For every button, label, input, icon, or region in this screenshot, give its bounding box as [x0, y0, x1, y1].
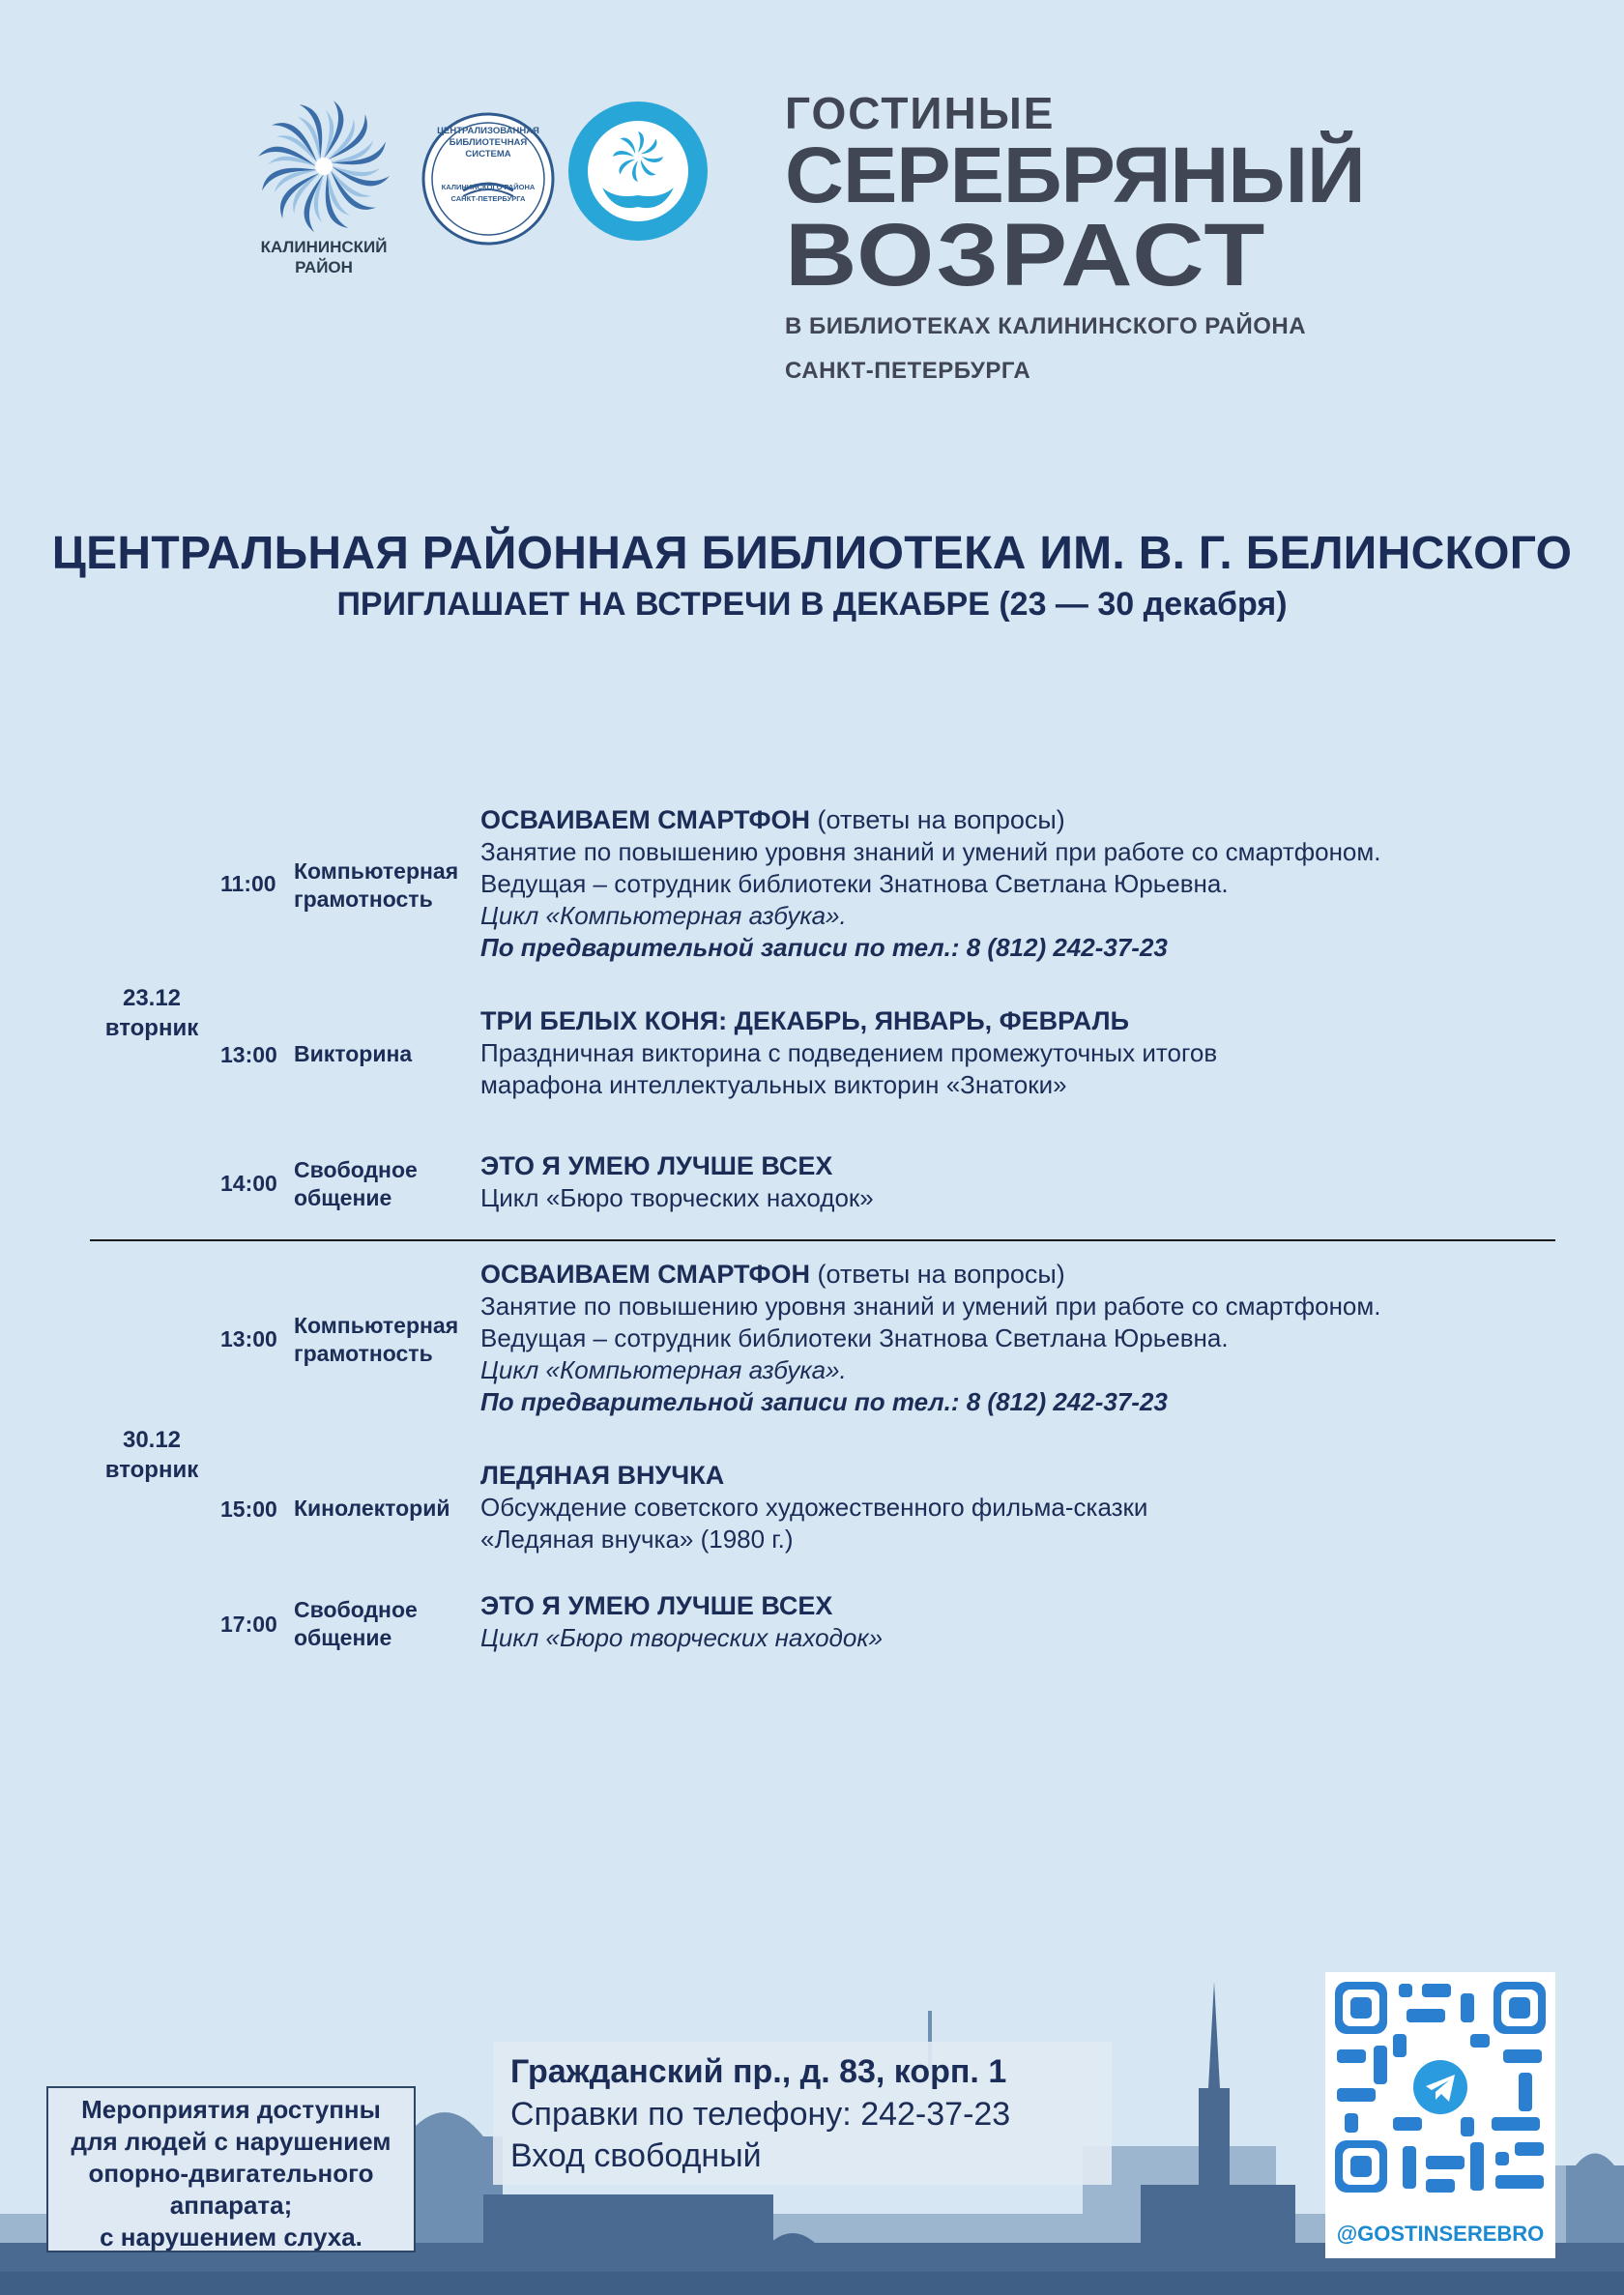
- event-category: [294, 1596, 487, 1652]
- address-block: [493, 2042, 1112, 2185]
- telegram-qr-code[interactable]: [1325, 1972, 1555, 2258]
- event-title-note: (ответы на вопросы): [817, 1260, 1065, 1289]
- event-category-line: общение: [294, 1185, 392, 1210]
- page-title: ЦЕНТРАЛЬНАЯ РАЙОННАЯ БИБЛИОТЕКА ИМ. В. Г. БЕЛИНСКОГО: [51, 528, 1573, 579]
- event-category-line: Компьютерная: [294, 1313, 459, 1338]
- event-title-text: ОСВАИВАЕМ СМАРТФОН: [480, 1260, 811, 1289]
- event-category-line: Компьютерная: [294, 858, 459, 884]
- event-category-line: грамотность: [294, 886, 433, 912]
- date-value: 30.12: [122, 1427, 182, 1453]
- event-details: [480, 1005, 1544, 1101]
- day-date: [89, 983, 215, 1043]
- event-line: Праздничная викторина с подведением промежуточных итогов: [480, 1038, 1218, 1067]
- event-category: [294, 1040, 487, 1068]
- event-title: ТРИ БЕЛЫХ КОНЯ: ДЕКАБРЬ, ЯНВАРЬ, ФЕВРАЛЬ: [480, 1006, 1129, 1035]
- event-category: [294, 857, 487, 914]
- district-logo-line2: РАЙОН: [295, 258, 353, 276]
- event-category-line: грамотность: [294, 1341, 433, 1366]
- event-line: Ведущая – сотрудник библиотеки Знатнова Светлана Юрьевна.: [480, 1323, 1229, 1352]
- page-subtitle: ПРИГЛАШАЕТ НА ВСТРЕЧИ В ДЕКАБРЕ (23 — 30 декабря): [336, 586, 1288, 623]
- event-cycle: Цикл «Бюро творческих находок»: [480, 1623, 884, 1652]
- event-title-text: ОСВАИВАЕМ СМАРТФОН: [480, 805, 811, 834]
- event-category-line: Свободное: [294, 1597, 418, 1622]
- event-category-line: Кинолекторий: [294, 1496, 450, 1521]
- event-line: марафона интеллектуальных викторин «Знатоки»: [480, 1070, 1067, 1099]
- day-date: [89, 1425, 215, 1485]
- address-phone: Справки по телефону: 242-37-23: [510, 2096, 1011, 2133]
- event-time: 15:00: [220, 1496, 277, 1522]
- hands-flower-icon: [566, 99, 710, 244]
- cbs-line1: ЦЕНТРАЛИЗОВАННАЯ: [437, 126, 539, 136]
- event-line: Занятие по повышению уровня знаний и умений при работе со смартфоном.: [480, 1292, 1381, 1321]
- weekday: вторник: [104, 1015, 199, 1041]
- event-title: ЭТО Я УМЕЮ ЛУЧШЕ ВСЕХ: [480, 1591, 833, 1620]
- event-details: [480, 1150, 1544, 1214]
- cbs-line3: СИСТЕМА: [465, 149, 511, 160]
- event-time: 11:00: [220, 871, 276, 896]
- event-title: [480, 804, 1544, 836]
- event-registration: По предварительной записи по тел.: 8 (812) 242-37-23: [480, 1387, 1168, 1416]
- cbs-line2: БИБЛИОТЕЧНАЯ: [449, 137, 528, 148]
- pinwheel-emblem-icon: [246, 97, 401, 237]
- accessibility-line: Мероприятия доступны: [81, 2095, 381, 2124]
- event-line: Обсуждение советского художественного фильма-сказки: [480, 1493, 1148, 1522]
- event-category-line: общение: [294, 1625, 392, 1650]
- event-details: [480, 1460, 1544, 1555]
- event-cycle: Цикл «Компьютерная азбука».: [480, 1355, 847, 1384]
- event-time: 14:00: [220, 1171, 277, 1196]
- accessibility-line: для людей с нарушением: [71, 2127, 392, 2156]
- cbs-line5: САНКТ-ПЕТЕРБУРГА: [450, 194, 526, 203]
- event-details: [480, 804, 1544, 964]
- event-title: ЛЕДЯНАЯ ВНУЧКА: [480, 1461, 725, 1490]
- accessibility-line: опорно-двигательного: [88, 2159, 374, 2188]
- weekday: вторник: [104, 1457, 199, 1483]
- address-entry: Вход свободный: [510, 2137, 762, 2174]
- event-line: Цикл «Бюро творческих находок»: [480, 1183, 874, 1212]
- cbs-line4: КАЛИНИНСКОГО РАЙОНА: [441, 183, 536, 191]
- event-time: 17:00: [220, 1612, 277, 1637]
- event-line: Занятие по повышению уровня знаний и умений при работе со смартфоном.: [480, 837, 1381, 866]
- brand-line-city: САНКТ-ПЕТЕРБУРГА: [785, 358, 1031, 384]
- event-category-line: Свободное: [294, 1157, 418, 1182]
- day-divider: [90, 1239, 1555, 1241]
- address-street: Гражданский пр., д. 83, корп. 1: [510, 2053, 1007, 2090]
- district-logo-line1: КАЛИНИНСКИЙ: [260, 238, 388, 256]
- event-title: ЭТО Я УМЕЮ ЛУЧШЕ ВСЕХ: [480, 1151, 833, 1180]
- brand-line-serebryany: СЕРЕБРЯНЫЙ: [785, 131, 1365, 219]
- accessibility-line: с нарушением слуха.: [100, 2222, 362, 2251]
- accessibility-notice: [46, 2086, 416, 2252]
- library-system-logo: [420, 111, 556, 247]
- event-category-line: Викторина: [294, 1041, 413, 1066]
- event-category: [294, 1312, 487, 1368]
- event-title: [480, 1259, 1544, 1291]
- telegram-handle[interactable]: @GOSTINSEREBRO: [1336, 2222, 1545, 2246]
- event-category: [294, 1495, 487, 1523]
- event-details: [480, 1259, 1544, 1418]
- event-time: 13:00: [220, 1326, 277, 1351]
- event-details: [480, 1590, 1544, 1654]
- brand-block: [785, 89, 1404, 385]
- brand-line-gostinye: ГОСТИНЫЕ: [785, 88, 1056, 138]
- accessibility-line: аппарата;: [169, 2191, 293, 2220]
- date-value: 23.12: [122, 985, 182, 1011]
- brand-line-vozrast: ВОЗРАСТ: [785, 206, 1267, 305]
- event-line: «Ледяная внучка» (1980 г.): [480, 1525, 794, 1554]
- event-registration: По предварительной записи по тел.: 8 (812) 242-37-23: [480, 933, 1168, 962]
- event-category: [294, 1156, 487, 1212]
- event-title-note: (ответы на вопросы): [817, 805, 1065, 834]
- event-time: 13:00: [220, 1042, 277, 1067]
- qr-code-icon: [1325, 1972, 1555, 2214]
- event-line: Ведущая – сотрудник библиотеки Знатнова Светлана Юрьевна.: [480, 869, 1229, 898]
- event-cycle: Цикл «Компьютерная азбука».: [480, 901, 847, 930]
- social-service-logo: [566, 99, 710, 244]
- brand-line-district: В БИБЛИОТЕКАХ КАЛИНИНСКОГО РАЙОНА: [785, 313, 1307, 339]
- kalininsky-district-logo: [246, 97, 401, 290]
